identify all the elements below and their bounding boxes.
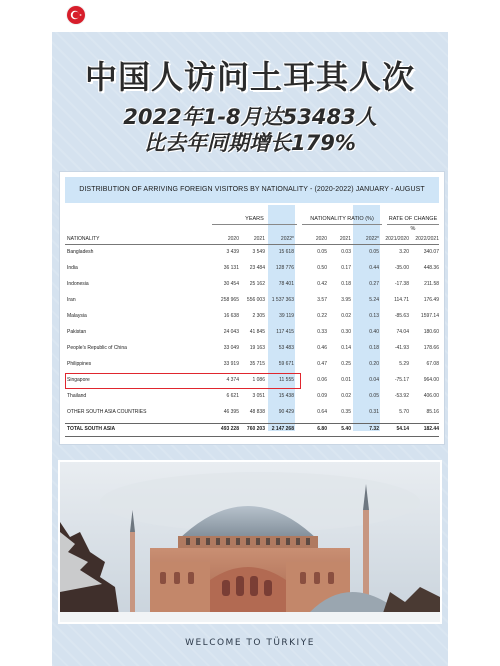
table-cell: 3 439	[226, 249, 239, 255]
table-cell: 4 374	[226, 377, 239, 383]
nationality-name: Malaysia	[67, 313, 87, 319]
turkey-flag-icon	[67, 6, 85, 24]
table-cell: 0.42	[317, 281, 327, 287]
table-cell: 5.29	[399, 361, 409, 367]
table-cell: 11 555	[279, 377, 294, 383]
table-cell: 53 483	[278, 345, 294, 351]
table-cell: 0.20	[369, 361, 379, 367]
group-header-ratio: NATIONALITY RATIO (%)	[302, 214, 382, 225]
table-cell: 0.02	[341, 393, 351, 399]
table-cell: 33 919	[223, 361, 239, 367]
table-cell: 15 438	[278, 393, 294, 399]
table-cell: 258 965	[220, 297, 239, 303]
nationality-name: OTHER SOUTH ASIA COUNTRIES	[67, 409, 147, 415]
table-cell: 36 131	[223, 265, 239, 271]
nationality-name: Singapore	[67, 377, 90, 383]
table-cell: 33 049	[223, 345, 239, 351]
table-cell: 117 415	[276, 329, 294, 335]
column-header: 2022*	[280, 236, 294, 242]
nationality-name: Thailand	[67, 393, 87, 399]
table-row	[65, 326, 439, 340]
table-cell: 5.70	[399, 409, 409, 415]
table-cell: 24 043	[223, 329, 239, 335]
table-cell: 556 003	[246, 297, 265, 303]
table-cell: 0.03	[341, 249, 351, 255]
table-cell: 0.50	[317, 265, 327, 271]
table-row	[65, 246, 439, 260]
table-cell: 0.27	[369, 281, 379, 287]
column-header: 2020	[227, 236, 239, 242]
table-cell: 41 845	[249, 329, 265, 335]
table-cell: 448.36	[423, 265, 439, 271]
table-cell: 0.46	[317, 345, 327, 351]
nationality-name: Bangladesh	[67, 249, 94, 255]
table-cell: 30 454	[223, 281, 239, 287]
subheadline-visitors: 2022年1-8月达53483人	[123, 105, 377, 129]
total-label: TOTAL SOUTH ASIA	[67, 426, 116, 432]
total-cell: 6.80	[317, 426, 327, 432]
table-cell: 178.66	[423, 345, 439, 351]
table-cell: 15 618	[278, 249, 294, 255]
table-cell: 90 429	[278, 409, 294, 415]
table-cell: 5.24	[369, 297, 379, 303]
group-header-change: RATE OF CHANGE %	[388, 216, 438, 232]
table-cell: -53.92	[394, 393, 409, 399]
table-cell: 176.49	[423, 297, 439, 303]
table-cell: -17.38	[394, 281, 409, 287]
table-cell: -41.93	[394, 345, 409, 351]
total-cell: 182.44	[423, 426, 439, 432]
table-cell: 3.57	[317, 297, 327, 303]
table-cell: 0.33	[317, 329, 327, 335]
table-cell: 0.13	[369, 313, 379, 319]
table-cell: 3.20	[399, 249, 409, 255]
table-cell: 0.35	[341, 409, 351, 415]
table-row	[65, 278, 439, 292]
table-cell: 2 305	[252, 313, 265, 319]
welcome-footer: WELCOME TO TÜRKIYE	[185, 638, 315, 648]
column-header-row	[65, 234, 439, 245]
table-cell: -35.00	[394, 265, 409, 271]
column-header: 2022/2021	[415, 236, 439, 242]
table-cell: 0.25	[341, 361, 351, 367]
column-header: 2021	[253, 236, 265, 242]
nationality-name: Iran	[67, 297, 76, 303]
table-row	[65, 310, 439, 324]
table-cell: 67.08	[426, 361, 439, 367]
total-cell: 2 147 268	[271, 426, 294, 432]
table-cell: 0.30	[341, 329, 351, 335]
table-cell: 0.06	[317, 377, 327, 383]
poster	[52, 32, 448, 666]
total-cell: 760 203	[246, 426, 265, 432]
table-cell: 0.31	[369, 409, 379, 415]
table-cell: 48 838	[249, 409, 265, 415]
table-cell: 0.22	[317, 313, 327, 319]
table-cell: 340.07	[423, 249, 439, 255]
nationality-name: India	[67, 265, 78, 271]
table-cell: 0.18	[369, 345, 379, 351]
table-cell: 19 163	[249, 345, 265, 351]
table-cell: 46 395	[223, 409, 239, 415]
table-cell: 211.58	[424, 281, 439, 287]
group-header-years: YEARS	[212, 214, 297, 225]
table-cell: 0.05	[317, 249, 327, 255]
table-cell: 23 484	[249, 265, 265, 271]
hagia-sophia-photo	[60, 462, 440, 622]
table-cell: 0.47	[317, 361, 327, 367]
table-cell: 3.95	[341, 297, 351, 303]
table-cell: 0.64	[317, 409, 327, 415]
table-cell: 16 638	[223, 313, 239, 319]
table-cell: 35 715	[249, 361, 265, 367]
table-cell: -75.17	[394, 377, 409, 383]
table-cell: 0.04	[369, 377, 379, 383]
table-cell: 78 401	[278, 281, 294, 287]
table-cell: 59 671	[278, 361, 294, 367]
column-header-nationality: NATIONALITY	[67, 236, 100, 242]
table-row	[65, 262, 439, 276]
nationality-name: Philippines	[67, 361, 92, 367]
nationality-name: Pakistan	[67, 329, 87, 335]
table-cell: 406.00	[423, 393, 439, 399]
column-header: 2020	[315, 236, 327, 242]
table-cell: 74.04	[396, 329, 409, 335]
table-row	[65, 390, 439, 404]
table-total-row	[65, 423, 439, 437]
table-cell: 25 162	[249, 281, 265, 287]
table-cell: 114.71	[394, 297, 409, 303]
china-row-highlight	[65, 373, 301, 389]
table-cell: 1 537 363	[271, 297, 294, 303]
table-cell: 3 549	[252, 249, 265, 255]
column-header: 2021	[339, 236, 351, 242]
subheadline-growth: 比去年同期增长179%	[144, 131, 356, 155]
table-cell: 0.05	[369, 249, 379, 255]
table-cell: 964.00	[423, 377, 439, 383]
headline: 中国人访问土耳其人次	[84, 58, 415, 96]
table-cell: 3 051	[252, 393, 265, 399]
table-row	[65, 342, 439, 356]
table-cell: 0.17	[341, 265, 351, 271]
table-cell: 39 119	[279, 313, 294, 319]
table-row	[65, 294, 439, 308]
table-caption: DISTRIBUTION OF ARRIVING FOREIGN VISITORS BY NATIONALITY - (2020-2022) JANUARY - AUGUST	[65, 177, 439, 203]
table-cell: 1 086	[252, 377, 265, 383]
table-cell: 0.09	[317, 393, 327, 399]
table-cell: -85.63	[394, 313, 409, 319]
total-cell: 7.32	[369, 426, 379, 432]
table-cell: 180.60	[423, 329, 439, 335]
table-cell: 0.40	[369, 329, 379, 335]
table-cell: 128 776	[275, 265, 294, 271]
table-cell: 1597.14	[420, 313, 439, 319]
table-cell: 6 621	[226, 393, 239, 399]
table-row	[65, 358, 439, 372]
total-cell: 493 228	[220, 426, 239, 432]
column-header: 2022*	[365, 236, 379, 242]
nationality-name: People's Republic of China	[67, 345, 127, 351]
table-cell: 85.16	[426, 409, 439, 415]
table-cell: 0.05	[369, 393, 379, 399]
table-cell: 0.01	[341, 377, 351, 383]
nationality-name: Indonesia	[67, 281, 89, 287]
table-row	[65, 406, 439, 420]
column-header: 2021/2020	[385, 236, 409, 242]
table-cell: 0.44	[369, 265, 379, 271]
total-cell: 5.40	[341, 426, 351, 432]
total-cell: 54.14	[396, 426, 409, 432]
visitor-statistics-table	[60, 172, 444, 444]
table-cell: 0.18	[341, 281, 351, 287]
table-cell: 0.02	[341, 313, 351, 319]
table-cell: 0.14	[341, 345, 351, 351]
